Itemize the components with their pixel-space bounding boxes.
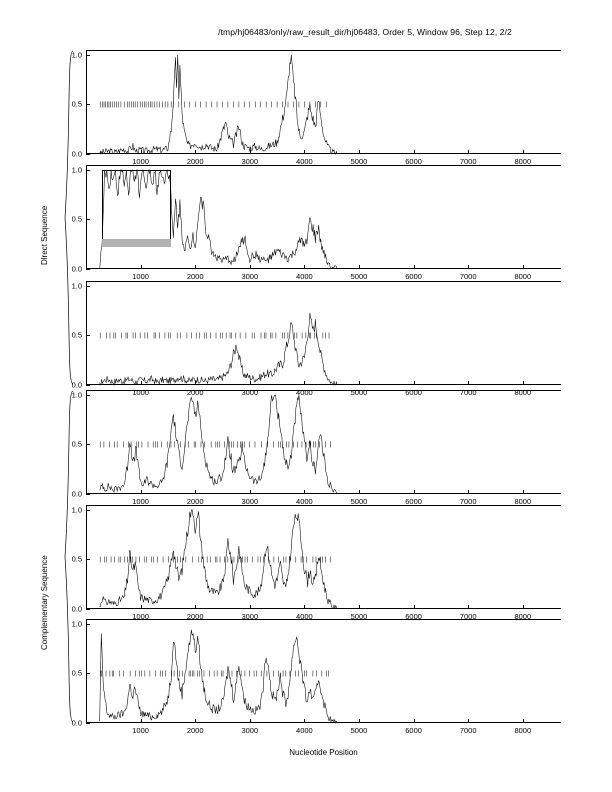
y-tick-label: 0.5 — [71, 668, 82, 678]
x-tick-label: 2000 — [186, 157, 204, 166]
y-tick-mark — [86, 609, 90, 610]
x-tick-label: 1000 — [132, 612, 149, 621]
x-tick-label: 8000 — [514, 497, 532, 506]
data-series-line — [100, 395, 338, 494]
x-tick-label: 1000 — [132, 388, 149, 397]
x-tick-label: 1000 — [132, 726, 149, 735]
y-tick-label: 0.0 — [71, 264, 82, 274]
x-tick-label: 4000 — [296, 726, 313, 735]
panel-5 — [71, 505, 561, 621]
x-tick-label: 4000 — [296, 497, 313, 506]
x-tick-label: 4000 — [296, 388, 313, 397]
y-tick-mark — [86, 494, 90, 495]
panel-2 — [71, 165, 561, 281]
brace-direct-sequence — [62, 50, 74, 385]
x-tick-label: 7000 — [459, 157, 477, 166]
x-tick-label: 7000 — [459, 497, 477, 506]
y-tick-label: 0.5 — [71, 554, 82, 564]
x-tick-label: 4000 — [296, 157, 313, 166]
x-tick-label: 3000 — [241, 272, 259, 281]
x-tick-label: 6000 — [405, 612, 422, 621]
trace-svg — [86, 50, 561, 154]
x-tick-label: 4000 — [296, 612, 313, 621]
x-tick-label: 5000 — [350, 726, 368, 735]
trace-svg — [86, 390, 561, 494]
x-tick-label: 8000 — [514, 388, 532, 397]
x-tick-label: 3000 — [241, 612, 259, 621]
x-tick-label: 3000 — [241, 388, 259, 397]
x-tick-label: 8000 — [514, 726, 532, 735]
x-tick-label: 6000 — [405, 726, 422, 735]
inset-region-box — [102, 170, 171, 247]
x-tick-label: 7000 — [459, 612, 477, 621]
panel-3 — [71, 281, 561, 397]
y-axis-label-direct: Dlrect Sequence — [40, 205, 49, 265]
y-tick-label: 0.0 — [71, 380, 82, 390]
highlight-bar — [102, 239, 171, 247]
data-series-line — [100, 313, 338, 385]
trace-svg — [86, 281, 561, 385]
panel-6 — [71, 619, 561, 735]
y-tick-label: 1.0 — [71, 50, 82, 60]
x-tick-label: 6000 — [405, 272, 422, 281]
y-tick-mark — [86, 723, 90, 724]
y-tick-mark — [86, 154, 90, 155]
y-tick-mark — [86, 269, 90, 270]
y-tick-label: 1.0 — [71, 619, 82, 629]
x-tick-label: 5000 — [350, 388, 368, 397]
x-tick-label: 4000 — [296, 272, 313, 281]
x-tick-label: 6000 — [405, 497, 422, 506]
x-tick-label: 8000 — [514, 157, 532, 166]
trace-svg — [86, 619, 561, 723]
x-tick-label: 6000 — [405, 388, 422, 397]
x-tick-label: 3000 — [241, 726, 259, 735]
y-tick-label: 1.0 — [71, 390, 82, 400]
y-tick-label: 0.0 — [71, 718, 82, 728]
x-axis-label: Nucleotide Position — [289, 748, 358, 757]
y-tick-label: 0.5 — [71, 439, 82, 449]
y-tick-mark — [86, 385, 90, 386]
panel-1 — [71, 50, 561, 166]
x-tick-label: 1000 — [132, 497, 149, 506]
x-tick-label: 5000 — [350, 272, 368, 281]
x-tick-label: 3000 — [241, 157, 259, 166]
y-tick-label: 0.0 — [71, 489, 82, 499]
y-tick-label: 0.0 — [71, 604, 82, 614]
x-tick-label: 2000 — [186, 272, 204, 281]
y-tick-label: 0.0 — [71, 149, 82, 159]
x-tick-label: 6000 — [405, 157, 422, 166]
x-tick-label: 2000 — [186, 726, 204, 735]
y-tick-label: 0.5 — [71, 330, 82, 340]
y-tick-label: 1.0 — [71, 165, 82, 175]
x-tick-label: 7000 — [459, 272, 477, 281]
x-tick-label: 2000 — [186, 497, 204, 506]
x-tick-label: 5000 — [350, 497, 368, 506]
y-axis-label-complementary: Complementary Sequence — [40, 555, 49, 650]
x-tick-label: 1000 — [132, 157, 149, 166]
y-tick-label: 0.5 — [71, 99, 82, 109]
x-tick-label: 5000 — [350, 612, 368, 621]
figure-title: /tmp/hj06483/only/raw_result_dir/hj06483, Order 5, Window 96, Step 12, 2/2 — [218, 27, 512, 37]
x-tick-label: 7000 — [459, 726, 477, 735]
trace-svg — [86, 505, 561, 609]
y-tick-label: 1.0 — [71, 281, 82, 291]
x-tick-label: 8000 — [514, 612, 532, 621]
y-tick-label: 0.5 — [71, 214, 82, 224]
data-series-line — [100, 510, 338, 609]
x-tick-label: 1000 — [132, 272, 149, 281]
x-tick-label: 2000 — [186, 612, 204, 621]
x-tick-label: 5000 — [350, 157, 368, 166]
y-tick-label: 1.0 — [71, 505, 82, 515]
x-tick-label: 2000 — [186, 388, 204, 397]
panel-4 — [71, 390, 561, 506]
brace-complementary-sequence — [62, 390, 74, 723]
x-tick-label: 8000 — [514, 272, 532, 281]
x-tick-label: 3000 — [241, 497, 259, 506]
x-tick-label: 7000 — [459, 388, 477, 397]
